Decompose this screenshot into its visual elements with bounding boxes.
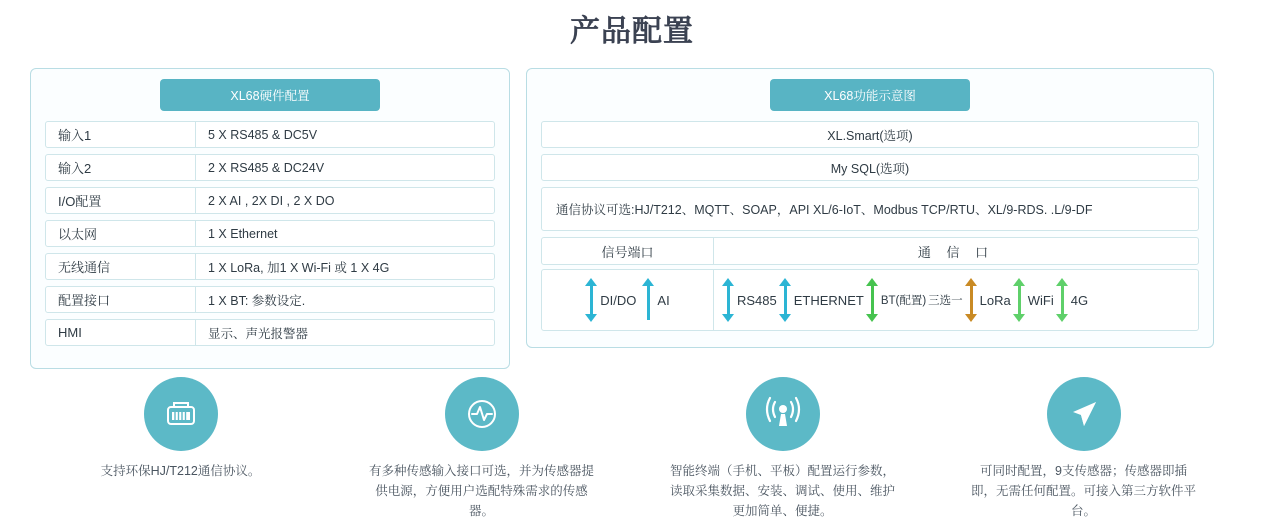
xl-smart-bar: XL.Smart(选项) bbox=[541, 121, 1199, 148]
comm-arrows-zone bbox=[714, 270, 1198, 330]
gateway-device-icon bbox=[161, 394, 201, 434]
row-value: 5 X RS485 & DC5V bbox=[208, 127, 318, 142]
arrow-group-ethernet bbox=[779, 278, 864, 322]
arrow-group-bt bbox=[866, 278, 926, 322]
double-arrow-icon bbox=[866, 278, 878, 322]
protocols-bar: 通信协议可选:HJ/T212、MQTT、SOAP，API XL/6-IoT、Modbus TCP/RTU、XL/9-RDS. .L/9-DF bbox=[541, 187, 1199, 231]
signal-arrows-zone bbox=[542, 270, 714, 330]
comm-port-label: 通 信 口 bbox=[917, 244, 995, 260]
hardware-config-panel bbox=[30, 68, 510, 369]
row-value: 2 X RS485 & DC24V bbox=[208, 160, 325, 175]
double-arrow-icon bbox=[965, 278, 977, 322]
feature-text: 智能终端（手机、平板）配置运行参数，读取采集数据、安装、调试、使用、维护更加简单、便捷。 bbox=[669, 464, 895, 518]
row-label: 以太网 bbox=[46, 221, 196, 246]
row-label: 无线通信 bbox=[46, 254, 196, 279]
row-label: 输入2 bbox=[46, 155, 196, 180]
row-label: I/O配置 bbox=[46, 188, 196, 213]
row-value: 1 X Ethernet bbox=[208, 226, 278, 241]
feature-icon-circle bbox=[144, 377, 218, 451]
arrow-group-rs485 bbox=[722, 278, 777, 322]
feature-text: 有多种传感输入接口可选，并为传感器提供电源，方便用户选配特殊需求的传感器。 bbox=[368, 464, 594, 518]
arrow-group-ai bbox=[642, 278, 669, 322]
wireless-broadcast-icon bbox=[761, 392, 805, 436]
row-label: 配置接口 bbox=[46, 287, 196, 312]
arrow-group-lora bbox=[965, 278, 1011, 322]
feature-item bbox=[30, 377, 331, 521]
feature-item bbox=[632, 377, 933, 521]
feature-text: 支持环保HJ/T212通信协议。 bbox=[100, 464, 261, 478]
double-arrow-icon bbox=[1013, 278, 1025, 322]
function-diagram-panel bbox=[526, 68, 1214, 348]
row-label: HMI bbox=[46, 320, 196, 345]
arrow-label: LoRa bbox=[979, 292, 1011, 308]
feature-icon-circle bbox=[1047, 377, 1121, 451]
select-one-label: 三选一 bbox=[928, 295, 963, 307]
port-header-row bbox=[541, 237, 1199, 265]
table-row bbox=[45, 121, 495, 148]
row-value: 1 X BT: 参数设定. bbox=[208, 293, 306, 308]
row-label: 输入1 bbox=[46, 122, 196, 147]
row-value: 1 X LoRa, 加1 X Wi-Fi 或 1 X 4G bbox=[208, 260, 390, 275]
feature-text: 可同时配置，9支传感器；传感器即插即，无需任何配置。可接入第三方软件平台。 bbox=[970, 464, 1196, 518]
mysql-bar: My SQL(选项) bbox=[541, 154, 1199, 181]
double-arrow-icon bbox=[722, 278, 734, 322]
feature-item bbox=[933, 377, 1234, 521]
signal-port-label: 信号端口 bbox=[542, 238, 714, 264]
port-arrows-row bbox=[541, 269, 1199, 331]
table-row bbox=[45, 319, 495, 346]
arrow-group-wifi bbox=[1013, 278, 1054, 322]
arrow-label: ETHERNET bbox=[793, 292, 864, 308]
function-diagram-header: XL68功能示意图 bbox=[770, 79, 970, 111]
hardware-config-header: XL68硬件配置 bbox=[160, 79, 380, 111]
table-row bbox=[45, 220, 495, 247]
table-row bbox=[45, 253, 495, 280]
page-title: 产品配置 bbox=[570, 15, 694, 48]
arrow-group-select-one bbox=[928, 292, 963, 308]
row-value: 2 X AI , 2X DI , 2 X DO bbox=[208, 193, 335, 208]
arrow-label: DI/DO bbox=[600, 292, 637, 308]
paper-plane-send-icon bbox=[1063, 393, 1105, 435]
table-row bbox=[45, 187, 495, 214]
double-arrow-icon bbox=[779, 278, 791, 322]
feature-item bbox=[331, 377, 632, 521]
panels-container bbox=[0, 68, 1264, 369]
double-arrow-icon bbox=[585, 278, 597, 322]
double-arrow-icon bbox=[1056, 278, 1068, 322]
up-arrow-icon bbox=[642, 278, 654, 322]
feature-icon-circle bbox=[445, 377, 519, 451]
table-row bbox=[45, 286, 495, 313]
arrow-group-dido bbox=[585, 278, 636, 322]
features-row bbox=[0, 377, 1264, 521]
arrow-label: 4G bbox=[1070, 292, 1089, 308]
feature-icon-circle bbox=[746, 377, 820, 451]
arrow-label: AI bbox=[657, 292, 670, 308]
table-row bbox=[45, 154, 495, 181]
arrow-label: WiFi bbox=[1027, 292, 1054, 308]
arrow-label: RS485 bbox=[737, 292, 777, 308]
row-value: 显示、声光报警器 bbox=[208, 326, 309, 341]
arrow-label: BT(配置) bbox=[880, 295, 927, 307]
pulse-activity-icon bbox=[461, 393, 503, 435]
arrow-group-4g bbox=[1056, 278, 1088, 322]
